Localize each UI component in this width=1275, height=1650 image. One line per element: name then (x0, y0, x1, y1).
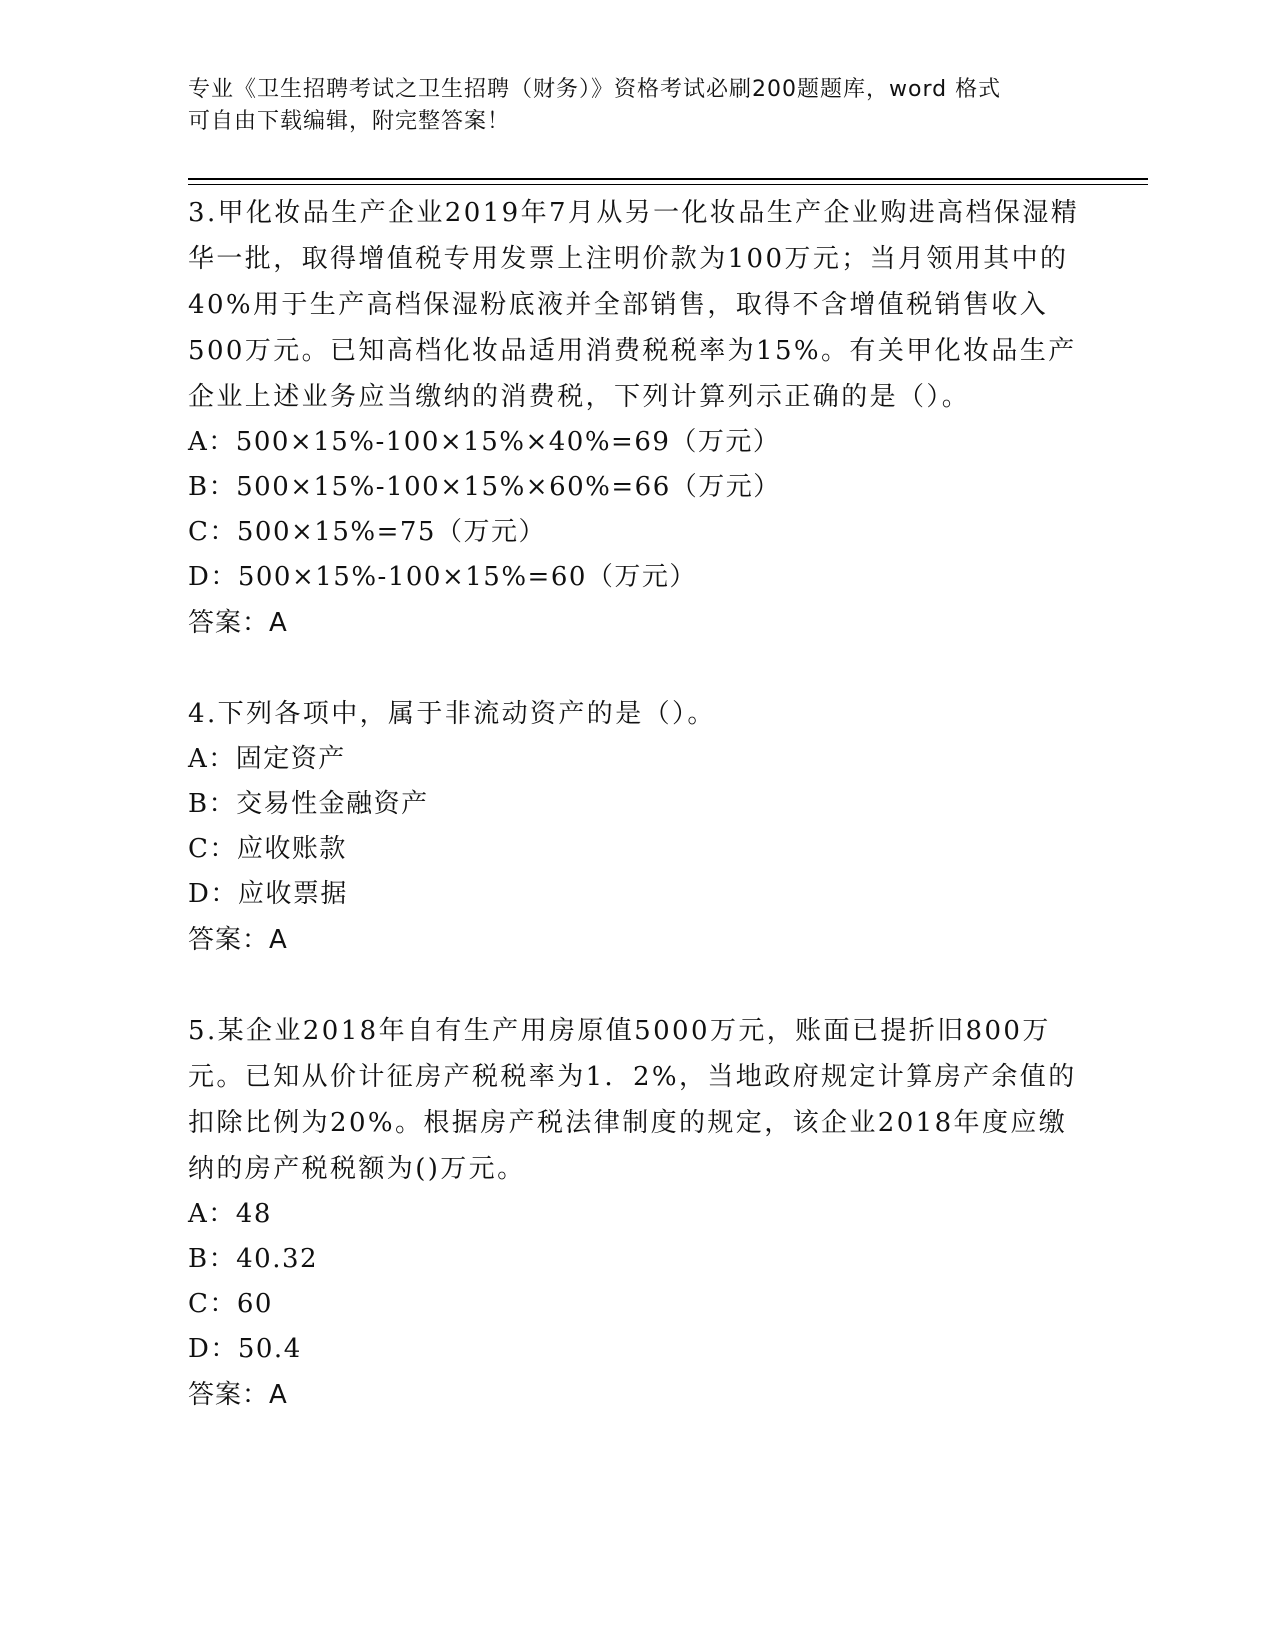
option-c: C：500×15%=75（万元） (188, 517, 546, 547)
option-b: B：40.32 (188, 1244, 319, 1274)
question-4 (188, 691, 1088, 963)
header-title-line2: 可自由下载编辑，附完整答案！ (188, 109, 511, 134)
option-c: C：应收账款 (188, 834, 347, 864)
document-header (188, 74, 1068, 138)
option-d: D：应收票据 (188, 879, 348, 909)
question-stem: 4.下列各项中，属于非流动资产的是（）。 (188, 699, 716, 729)
option-b: B：交易性金融资产 (188, 789, 429, 819)
question-3 (188, 190, 1088, 646)
question-list (188, 190, 1088, 1418)
option-d: D：50.4 (188, 1334, 302, 1364)
answer-label: 答案：A (188, 925, 288, 955)
answer-label: 答案：A (188, 1380, 288, 1410)
question-stem: 3.甲化妆品生产企业2019年7月从另一化妆品生产企业购进高档保湿精华一批，取得增值税专用发票上注明价款为100万元；当月领用其中的40%用于生产高档保湿粉底液并全部销售，取得不含增值税销售收入500万元。已知高档化妆品适用消费税税率为15%。有关甲化妆品生产企业上述业务应当缴纳的消费税，下列计算列示正确的是（）。 (188, 198, 1080, 412)
option-a: A：固定资产 (188, 744, 346, 774)
option-d: D：500×15%-100×15%=60（万元） (188, 562, 697, 592)
answer-label: 答案：A (188, 608, 288, 638)
option-a: A：500×15%-100×15%×40%=69（万元） (188, 427, 781, 457)
header-title-line1: 专业《卫生招聘考试之卫生招聘（财务）》资格考试必刷200题题库，word 格式 (188, 77, 1002, 102)
header-divider-thick (188, 178, 1148, 180)
question-stem: 5.某企业2018年自有生产用房原值5000万元，账面已提折旧800万元。已知从价计征房产税税率为1．2%，当地政府规定计算房产余值的扣除比例为20%。根据房产税法律制度的规定，该企业2018年度应缴纳的房产税税额为()万元。 (188, 1016, 1077, 1184)
option-c: C：60 (188, 1289, 273, 1319)
option-a: A：48 (188, 1199, 272, 1229)
question-5 (188, 1008, 1088, 1418)
header-divider-thin (188, 184, 1148, 185)
option-b: B：500×15%-100×15%×60%=66（万元） (188, 472, 781, 502)
